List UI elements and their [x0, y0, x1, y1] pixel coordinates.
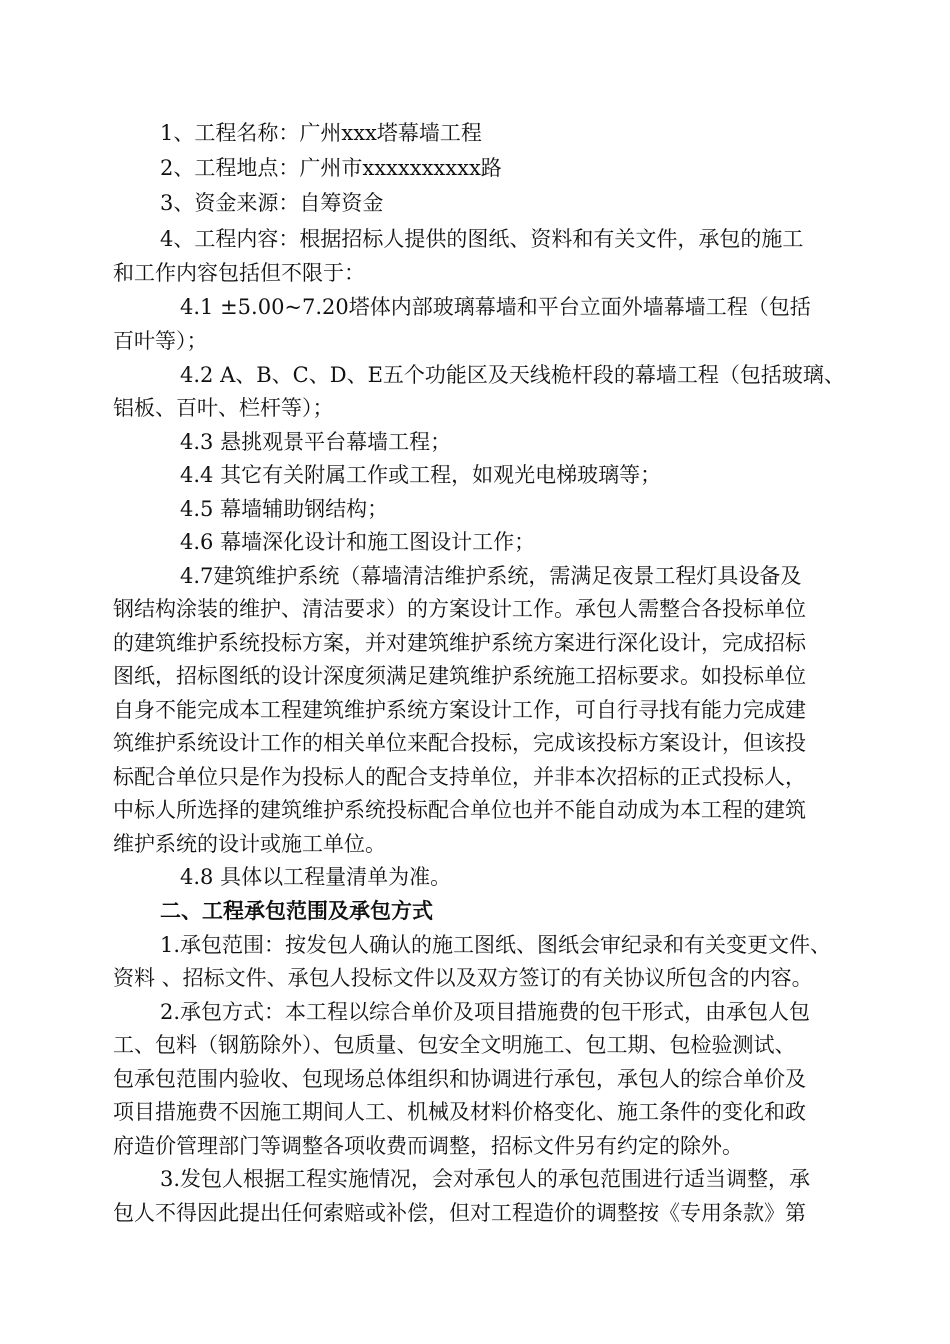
text-line: 项目措施费不因施工期间人工、机械及材料价格变化、施工条件的变化和政 [113, 1100, 806, 1124]
text-line: 2.承包方式：本工程以综合单价及项目措施费的包干形式，由承包人包 [160, 1000, 811, 1024]
text-line: 图纸，招标图纸的设计深度须满足建筑维护系统施工招标要求。如投标单位 [113, 664, 806, 688]
text-line: 1、工程名称：广州xxx塔幕墙工程 [160, 121, 482, 145]
text-line: 1.承包范围：按发包人确认的施工图纸、图纸会审纪录和有关变更文件、 [160, 933, 832, 957]
text-line: 的建筑维护系统投标方案，并对建筑维护系统方案进行深化设计，完成招标 [113, 631, 806, 655]
text-line: 标配合单位只是作为投标人的配合支持单位，并非本次招标的正式投标人， [113, 765, 806, 789]
text-line: 4.4 其它有关附属工作或工程，如观光电梯玻璃等； [180, 463, 662, 487]
text-line: 3.发包人根据工程实施情况，会对承包人的承包范围进行适当调整，承 [160, 1167, 811, 1191]
text-line: 府造价管理部门等调整各项收费而调整，招标文件另有约定的除外。 [113, 1134, 743, 1158]
text-line: 维护系统的设计或施工单位。 [113, 832, 386, 856]
text-line: 4.3 悬挑观景平台幕墙工程； [180, 430, 452, 454]
text-line: 钢结构涂装的维护、清洁要求）的方案设计工作。承包人需整合各投标单位 [113, 597, 806, 621]
text-line: 2、工程地点：广州市xxxxxxxxxx路 [160, 156, 502, 180]
text-line: 百叶等）； [113, 329, 208, 353]
text-line: 和工作内容包括但不限于： [113, 261, 365, 285]
text-line: 4.1 ±5.00~7.20塔体内部玻璃幕墙和平台立面外墙幕墙工程（包括 [180, 295, 811, 319]
text-line: 铝板、百叶、栏杆等）； [113, 396, 334, 420]
text-line: 中标人所选择的建筑维护系统投标配合单位也并不能自动成为本工程的建筑 [113, 798, 806, 822]
text-line: 工、包料（钢筋除外）、包质量、包安全文明施工、包工期、包检验测试、 [113, 1033, 796, 1057]
text-line: 包人不得因此提出任何索赔或补偿，但对工程造价的调整按《专用条款》第 [113, 1201, 806, 1225]
section-heading: 二、工程承包范围及承包方式 [160, 898, 433, 923]
text-line: 资料 、招标文件、承包人投标文件以及双方签订的有关协议所包含的内容。 [113, 966, 813, 990]
text-line: 自身不能完成本工程建筑维护系统方案设计工作，可自行寻找有能力完成建 [113, 698, 806, 722]
text-line: 4.5 幕墙辅助钢结构； [180, 497, 389, 521]
text-line: 3、资金来源：自筹资金 [160, 191, 384, 215]
text-line: 4.7建筑维护系统（幕墙清洁维护系统，需满足夜景工程灯具设备及 [180, 564, 802, 588]
text-line: 4.6 幕墙深化设计和施工图设计工作； [180, 530, 536, 554]
text-line: 4.8 具体以工程量清单为准。 [180, 865, 452, 889]
text-line: 筑维护系统设计工作的相关单位来配合投标，完成该投标方案设计，但该投 [113, 731, 806, 755]
text-line: 4.2 A、B、C、D、E五个功能区及天线桅杆段的幕墙工程（包括玻璃、 [180, 363, 845, 387]
text-line: 4、工程内容：根据招标人提供的图纸、资料和有关文件，承包的施工 [160, 227, 804, 251]
text-line: 包承包范围内验收、包现场总体组织和协调进行承包，承包人的综合单价及 [113, 1067, 806, 1091]
